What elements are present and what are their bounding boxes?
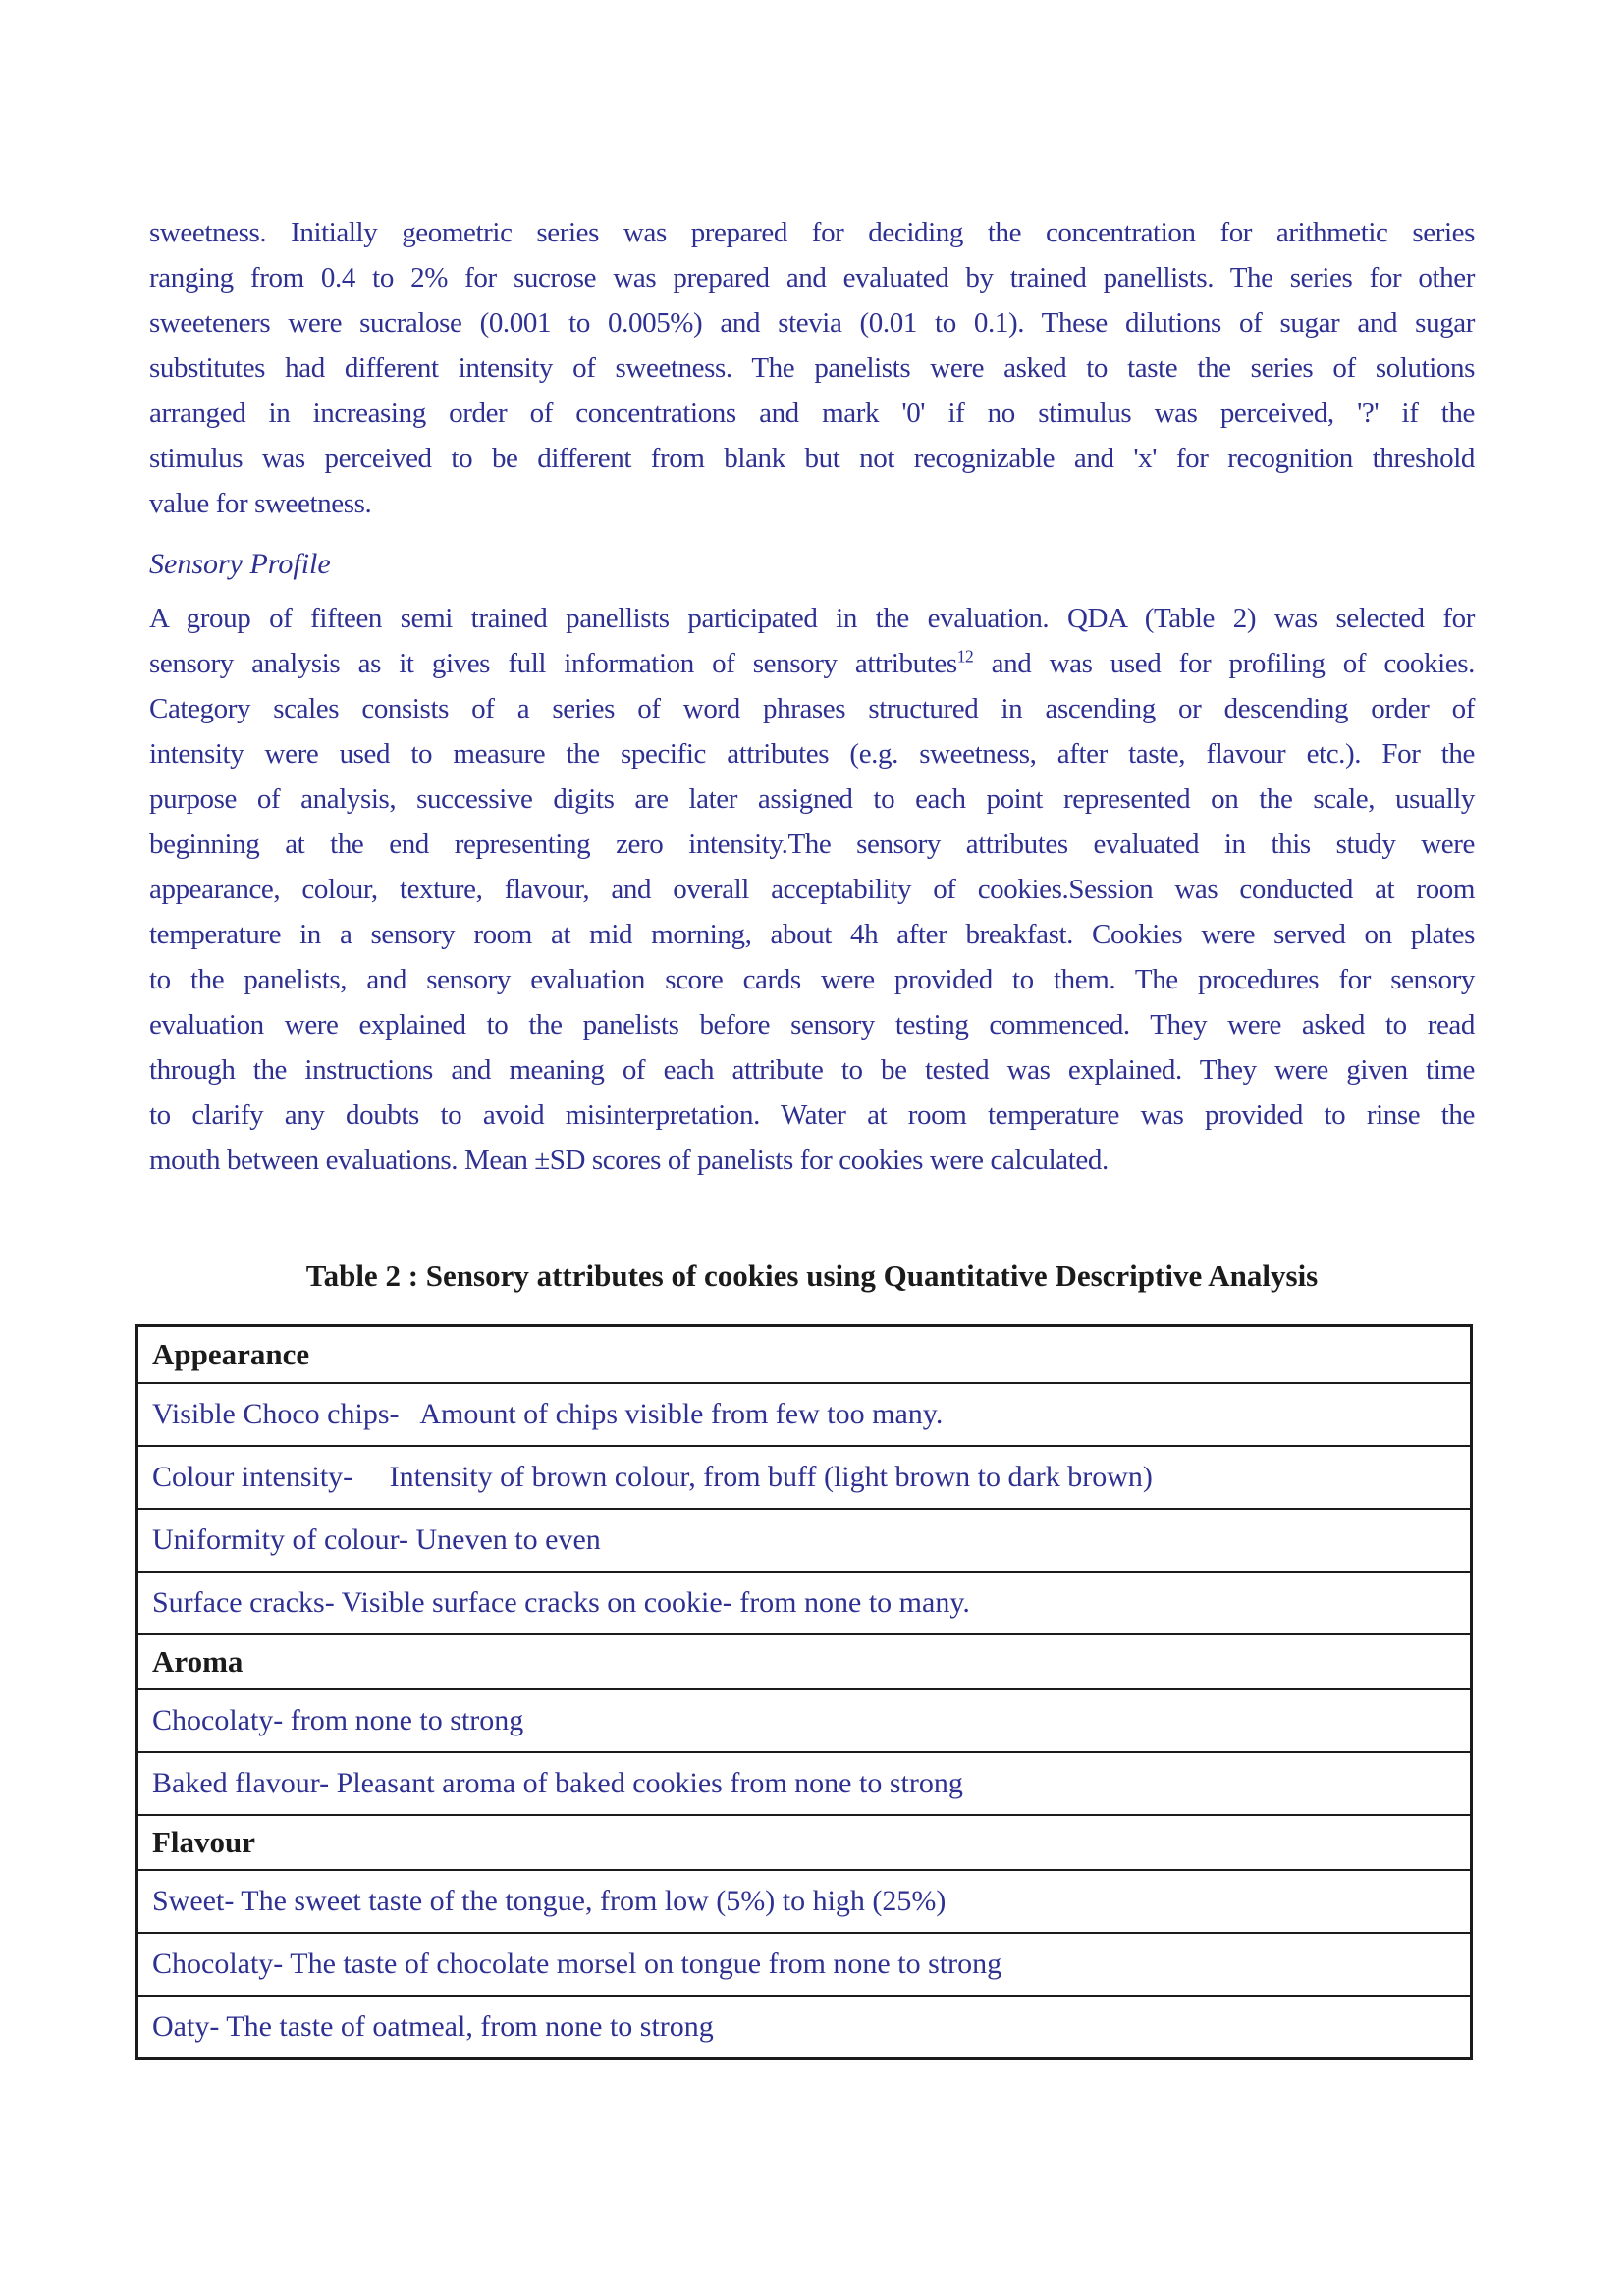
paragraph-sensory-profile xyxy=(149,596,1475,1183)
superscript-reference: 12 xyxy=(956,646,974,667)
paragraph-line: to the panelists, and sensory evaluation score cards were provided to them. The procedures for sensory xyxy=(149,964,1475,995)
paragraph-threshold-method xyxy=(149,210,1475,526)
table-section-header: Appearance xyxy=(152,1337,310,1371)
table-attribute-row: Visible Choco chips- Amount of chips visible from few too many. xyxy=(138,1382,1470,1445)
qda-attributes-table xyxy=(135,1324,1473,2060)
paragraph-line: temperature in a sensory room at mid morning, about 4h after breakfast. Cookies were served on plates xyxy=(149,919,1475,950)
paragraph-line: purpose of analysis, successive digits are later assigned to each point represented on the scale, usually xyxy=(149,783,1475,815)
paragraph-line: to clarify any doubts to avoid misinterpretation. Water at room temperature was provided to rinse the xyxy=(149,1099,1475,1131)
table-attribute-row: Baked flavour- Pleasant aroma of baked cookies from none to strong xyxy=(138,1751,1470,1814)
paragraph-line: stimulus was perceived to be different from blank but not recognizable and 'x' for recognition threshold xyxy=(149,443,1475,474)
table-section-header: Flavour xyxy=(138,1814,1470,1869)
table-attribute-row: Chocolaty- The taste of chocolate morsel on tongue from none to strong xyxy=(138,1932,1470,1995)
table-attribute-row: Uniformity of colour- Uneven to even xyxy=(138,1508,1470,1571)
paragraph-line: sweetness. Initially geometric series was prepared for deciding the concentration for arithmetic series xyxy=(149,217,1475,248)
paragraph-line: mouth between evaluations. Mean ±SD scores of panelists for cookies were calculated. xyxy=(149,1145,1109,1176)
paragraph-line: arranged in increasing order of concentrations and mark '0' if no stimulus was perceived, '?' if the xyxy=(149,398,1475,429)
paragraph-line: value for sweetness. xyxy=(149,488,372,519)
paragraph-line: appearance, colour, texture, flavour, and overall acceptability of cookies.Session was conducted at room xyxy=(149,874,1475,905)
table-attribute-row: Sweet- The sweet taste of the tongue, from low (5%) to high (25%) xyxy=(138,1869,1470,1932)
page-content xyxy=(149,210,1475,2060)
table-attribute-row: Surface cracks- Visible surface cracks on cookie- from none to many. xyxy=(138,1571,1470,1633)
table-attribute-row: Chocolaty- from none to strong xyxy=(138,1688,1470,1751)
paragraph-line: A group of fifteen semi trained panellists participated in the evaluation. QDA (Table 2) was selected for xyxy=(149,603,1475,634)
paragraph-line: substitutes had different intensity of sweetness. The panelists were asked to taste the series of solutions xyxy=(149,352,1475,384)
table-attribute-row: Oaty- The taste of oatmeal, from none to strong xyxy=(138,1995,1470,2057)
paragraph-line: sensory analysis as it gives full information of sensory attributes$^{12}$ and was used for profiling of cookies. xyxy=(149,646,1475,679)
paragraph-line: intensity were used to measure the specific attributes (e.g. sweetness, after taste, flavour etc.). For the xyxy=(149,738,1475,770)
table-section-header: Aroma xyxy=(138,1633,1470,1688)
paragraph-line: evaluation were explained to the panelists before sensory testing commenced. They were asked to read xyxy=(149,1009,1475,1041)
paragraph-line: sweeteners were sucralose (0.001 to 0.005%) and stevia (0.01 to 0.1). These dilutions of sugar and sugar xyxy=(149,307,1475,339)
table-attribute-row: Colour intensity- Intensity of brown colour, from buff (light brown to dark brown) xyxy=(138,1445,1470,1508)
paragraph-line: beginning at the end representing zero intensity.The sensory attributes evaluated in this study were xyxy=(149,828,1475,860)
table-caption: Table 2 : Sensory attributes of cookies using Quantitative Descriptive Analysis xyxy=(305,1258,1319,1293)
paragraph-line: through the instructions and meaning of each attribute to be tested was explained. They were given time xyxy=(149,1054,1475,1086)
paragraph-line: Category scales consists of a series of word phrases structured in ascending or descending order of xyxy=(149,693,1475,724)
section-heading-sensory-profile: Sensory Profile xyxy=(149,548,331,580)
paragraph-line: ranging from 0.4 to 2% for sucrose was prepared and evaluated by trained panellists. The series for other xyxy=(149,262,1475,294)
